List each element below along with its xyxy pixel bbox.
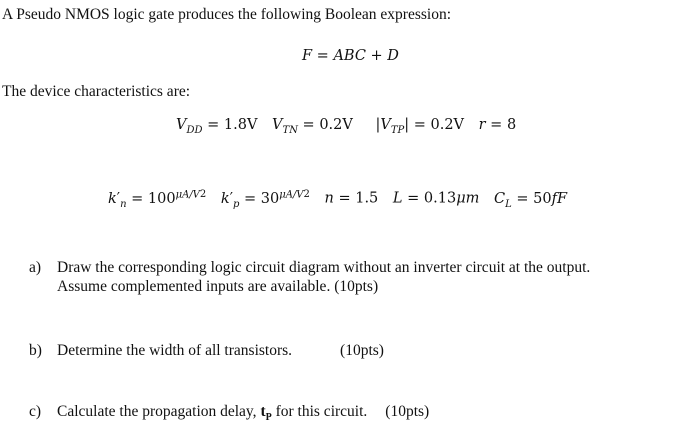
vtp-subscript: TP: [390, 124, 405, 136]
l-symbol: L: [392, 190, 403, 207]
param-vtp: [375, 117, 465, 136]
vtp-value: = 0.2V: [409, 117, 465, 133]
vtp-abs-close: |: [404, 117, 410, 133]
cl-value: = 50: [511, 190, 552, 207]
n-symbol: n: [324, 190, 334, 207]
question-b-text: Determine the width of all transistors.: [57, 342, 293, 359]
question-a-marker: a): [29, 259, 42, 276]
n-value: = 1.5: [333, 190, 379, 207]
param-vtn: [272, 117, 353, 136]
kn-exponent: 2: [199, 188, 207, 200]
kn-symbol: k: [108, 190, 117, 207]
intro-label: A Pseudo NMOS logic gate produces the following Boolean expression:: [2, 6, 452, 23]
intro-text: [2, 6, 451, 24]
vdd-value: = 1.8V: [202, 117, 258, 133]
kp-prime: ′: [229, 190, 233, 207]
kn-subscript: n: [120, 198, 127, 210]
question-c: [29, 403, 430, 424]
question-a-continuation: [57, 278, 378, 296]
tp-symbol: t: [260, 403, 266, 420]
vtn-symbol: V: [272, 117, 283, 133]
l-unit: μm: [456, 190, 480, 207]
kp-subscript: p: [232, 198, 240, 210]
question-b-points: (10pts): [340, 342, 384, 359]
param-l: [393, 191, 479, 207]
vtp-symbol: |V: [375, 117, 391, 133]
device-params-row-1: [176, 116, 516, 134]
expression-lhs: F: [302, 48, 313, 64]
expression-rhs: ABC + D: [333, 48, 399, 64]
param-cl: [494, 190, 568, 210]
cl-symbol: C: [494, 190, 506, 207]
cl-subscript: L: [505, 198, 512, 210]
question-c-text-after: for this circuit.: [271, 403, 368, 420]
expression-equals: =: [312, 48, 334, 64]
device-label-text: The device characteristics are:: [2, 83, 191, 100]
question-c-points: (10pts): [385, 403, 430, 420]
question-a: [29, 259, 590, 277]
kp-exponent: 2: [303, 188, 310, 200]
kp-symbol: k: [220, 190, 230, 207]
question-b: [29, 342, 384, 360]
r-symbol: r: [478, 117, 486, 133]
device-params-row-2: [108, 186, 567, 208]
param-kp: [220, 188, 310, 210]
device-characteristics-label: [2, 83, 190, 101]
vdd-symbol: V: [176, 117, 187, 133]
kp-value: = 30: [239, 190, 280, 207]
param-r: [479, 117, 517, 133]
question-b-marker: b): [29, 342, 42, 359]
vtn-value: = 0.2V: [297, 117, 353, 133]
kp-unit: μA/V: [279, 189, 304, 200]
kn-unit: μA/V: [175, 189, 200, 200]
tp-subscript: P: [265, 412, 272, 424]
param-vdd: [176, 117, 258, 136]
vtn-subscript: TN: [282, 124, 298, 136]
cl-unit: fF: [551, 190, 568, 207]
param-n: [325, 191, 379, 207]
kn-prime: ′: [116, 190, 121, 207]
question-a-line-1: Draw the corresponding logic circuit diagram without an inverter circuit at the output.: [57, 259, 591, 276]
question-c-text-before: Calculate the propagation delay,: [57, 403, 261, 420]
r-value: = 8: [485, 117, 517, 133]
kn-value: = 100: [126, 190, 176, 207]
vdd-subscript: DD: [186, 124, 203, 136]
boolean-expression: [302, 47, 399, 65]
question-c-marker: c): [29, 403, 42, 420]
question-a-line-2: Assume complemented inputs are available. (10pts): [57, 278, 379, 295]
l-value: = 0.13: [402, 190, 457, 207]
param-kn: [108, 188, 207, 210]
